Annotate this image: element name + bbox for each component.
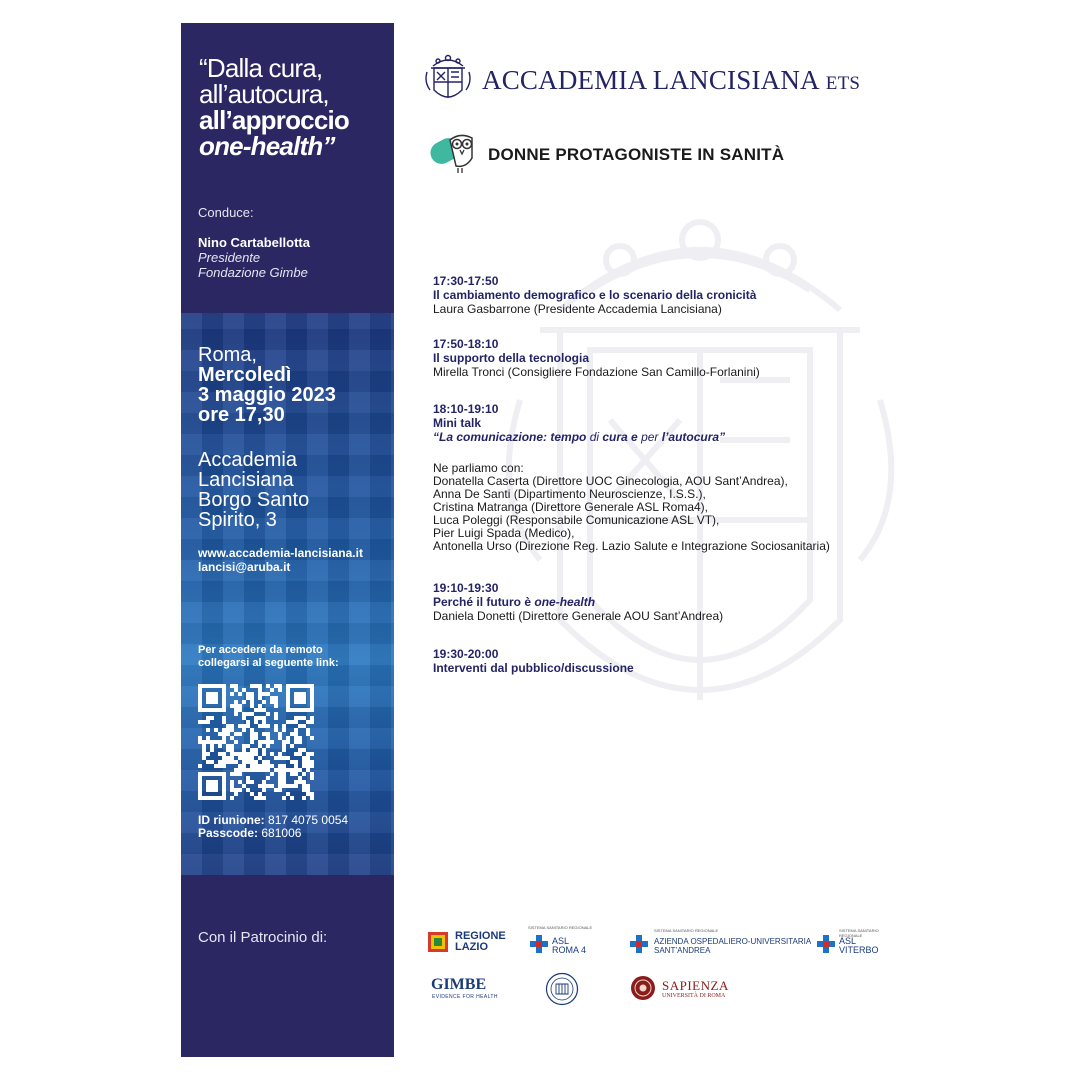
slot-title-italic: one-health xyxy=(534,595,596,609)
meeting-id xyxy=(198,813,348,827)
asl-viterbo-line1: ASL xyxy=(839,936,857,946)
title-line-1: “Dalla cura, xyxy=(199,53,323,83)
venue-line: Borgo Santo xyxy=(198,489,310,511)
slot-time: 19:30-20:00 xyxy=(433,647,499,661)
health-cross-icon xyxy=(630,935,648,953)
remote-access-label: Per accedere da remoto xyxy=(198,644,323,656)
health-cross-icon xyxy=(817,935,835,953)
discussant: Antonella Urso (Direzione Reg. Lazio Salute e Integrazione Sociosanitaria) xyxy=(433,539,830,553)
academy-title: ACCADEMIA LANCISIANA xyxy=(482,65,820,95)
discussant: Luca Poleggi (Responsabile Comunicazione ASL VT), xyxy=(433,513,720,527)
slot-title xyxy=(433,595,893,609)
slot-title: Mini talk xyxy=(433,416,482,430)
sapienza-tagline: UNIVERSITÀ DI ROMA xyxy=(662,993,726,999)
aou-santandrea-logo xyxy=(628,925,812,957)
event-time: ore 17,30 xyxy=(198,404,285,426)
asl-roma4-line2: ROMA 4 xyxy=(552,945,587,955)
discussants-list xyxy=(433,462,893,553)
slot-time: 17:50-18:10 xyxy=(433,337,499,351)
slot-title-prefix: Perché il futuro è xyxy=(433,595,535,609)
event-city: Roma, xyxy=(198,344,257,366)
discussants-intro: Ne parliamo con: xyxy=(433,461,524,475)
academy-suffix: ETS xyxy=(825,73,861,94)
remote-access-label: collegarsi al seguente link: xyxy=(198,657,339,669)
asl-roma4-logo xyxy=(528,925,618,957)
patronage-label: Con il Patrocinio di: xyxy=(198,929,328,946)
discussant: Donatella Caserta (Direttore UOC Ginecologia, AOU Sant’Andrea), xyxy=(433,474,788,488)
santandrea-tag: SISTEMA SANITARIO REGIONALE xyxy=(654,928,719,933)
slot-speaker: Laura Gasbarrone (Presidente Accademia Lancisiana) xyxy=(433,302,722,316)
moderator-role: Presidente xyxy=(198,250,261,265)
slot-time: 17:30-17:50 xyxy=(433,274,499,288)
asl-viterbo-line2: VITERBO xyxy=(839,945,879,955)
asl-roma4-tag: SISTEMA SANITARIO REGIONALE xyxy=(528,925,593,930)
title-line-4: one-health” xyxy=(199,131,335,161)
asl-viterbo-logo xyxy=(815,925,900,957)
passcode-value: 681006 xyxy=(261,826,302,840)
gimbe-tagline: EVIDENCE FOR HEALTH xyxy=(432,994,498,1000)
academy-name xyxy=(482,65,860,96)
santandrea-line1: AZIENDA OSPEDALIERO-UNIVERSITARIA xyxy=(654,937,812,946)
regione-lazio-emblem-icon xyxy=(427,931,449,953)
moderator-name: Nino Cartabellotta xyxy=(198,235,310,250)
slot-speaker: Daniela Donetti (Direttore Generale AOU Sant’Andrea) xyxy=(433,609,724,623)
subtitle-part: l’autocura” xyxy=(658,430,726,444)
subtitle-part: cura e xyxy=(599,430,642,444)
email-link[interactable]: lancisi@aruba.it xyxy=(198,560,291,574)
sapienza-seal-icon xyxy=(630,975,656,1001)
asl-viterbo-tag: SISTEMA SANITARIO REGIONALE xyxy=(839,928,879,938)
sapienza-name: SAPIENZA xyxy=(662,978,729,993)
program-slot xyxy=(433,337,893,379)
university-seal-logo xyxy=(545,972,579,1006)
program-slot xyxy=(433,581,893,623)
sapienza-logo xyxy=(630,973,740,1005)
asl-roma4-line1: ASL xyxy=(552,936,570,946)
website-link[interactable]: www.accademia-lancisiana.it xyxy=(198,546,363,560)
program-slot xyxy=(433,647,893,675)
health-cross-icon xyxy=(530,935,548,953)
subtitle-part: “La comunicazione: tempo xyxy=(433,430,590,444)
discussant: Cristina Matranga (Direttore Generale ASL Roma4), xyxy=(433,500,709,514)
lazio-label: LAZIO xyxy=(455,941,488,953)
moderator-label: Conduce: xyxy=(198,205,254,220)
meeting-passcode xyxy=(198,826,301,840)
discussant: Pier Luigi Spada (Medico), xyxy=(433,526,575,540)
owl-logo xyxy=(428,128,478,176)
slot-title: Il cambiamento demografico e lo scenario della cronicità xyxy=(433,288,757,302)
venue-line: Lancisiana xyxy=(198,469,294,491)
program-slot xyxy=(433,402,893,444)
gimbe-logo xyxy=(431,975,511,1003)
passcode-label: Passcode: xyxy=(198,826,259,840)
slot-subtitle xyxy=(433,430,893,444)
moderator-organization: Fondazione Gimbe xyxy=(198,265,308,280)
slot-speaker: Mirella Tronci (Consigliere Fondazione San Camillo-Forlanini) xyxy=(433,365,760,379)
meeting-id-value: 817 4075 0054 xyxy=(268,813,349,827)
venue-line: Accademia xyxy=(198,449,297,471)
meeting-id-label: ID riunione: xyxy=(198,813,265,827)
slot-time: 18:10-19:10 xyxy=(433,402,499,416)
slot-title: Il supporto della tecnologia xyxy=(433,351,590,365)
event-weekday: Mercoledì xyxy=(198,364,292,386)
program-slot xyxy=(433,274,893,316)
title-line-3: all’approccio xyxy=(199,105,349,135)
discussant: Anna De Santi (Dipartimento Neuroscienze, I.S.S.), xyxy=(433,487,706,501)
subtitle-part: di xyxy=(589,430,600,444)
qr-code[interactable] xyxy=(198,684,314,800)
academy-crest-logo xyxy=(425,52,471,106)
slot-title: Interventi dal pubblico/discussione xyxy=(433,661,634,675)
subtitle-part: per xyxy=(641,430,659,444)
sidebar xyxy=(181,23,394,1057)
regione-label: REGIONE xyxy=(455,930,506,942)
event-title xyxy=(199,55,394,159)
slot-time: 19:10-19:30 xyxy=(433,581,499,595)
title-line-2: all’autocura, xyxy=(199,79,329,109)
santandrea-line2: SANT’ANDREA xyxy=(654,946,711,955)
gimbe-name: GIMBE xyxy=(431,976,487,993)
regione-lazio-logo xyxy=(427,928,512,958)
event-date: 3 maggio 2023 xyxy=(198,384,336,406)
program-name: DONNE PROTAGONISTE IN SANITÀ xyxy=(488,145,785,164)
venue-line: Spirito, 3 xyxy=(198,509,277,531)
